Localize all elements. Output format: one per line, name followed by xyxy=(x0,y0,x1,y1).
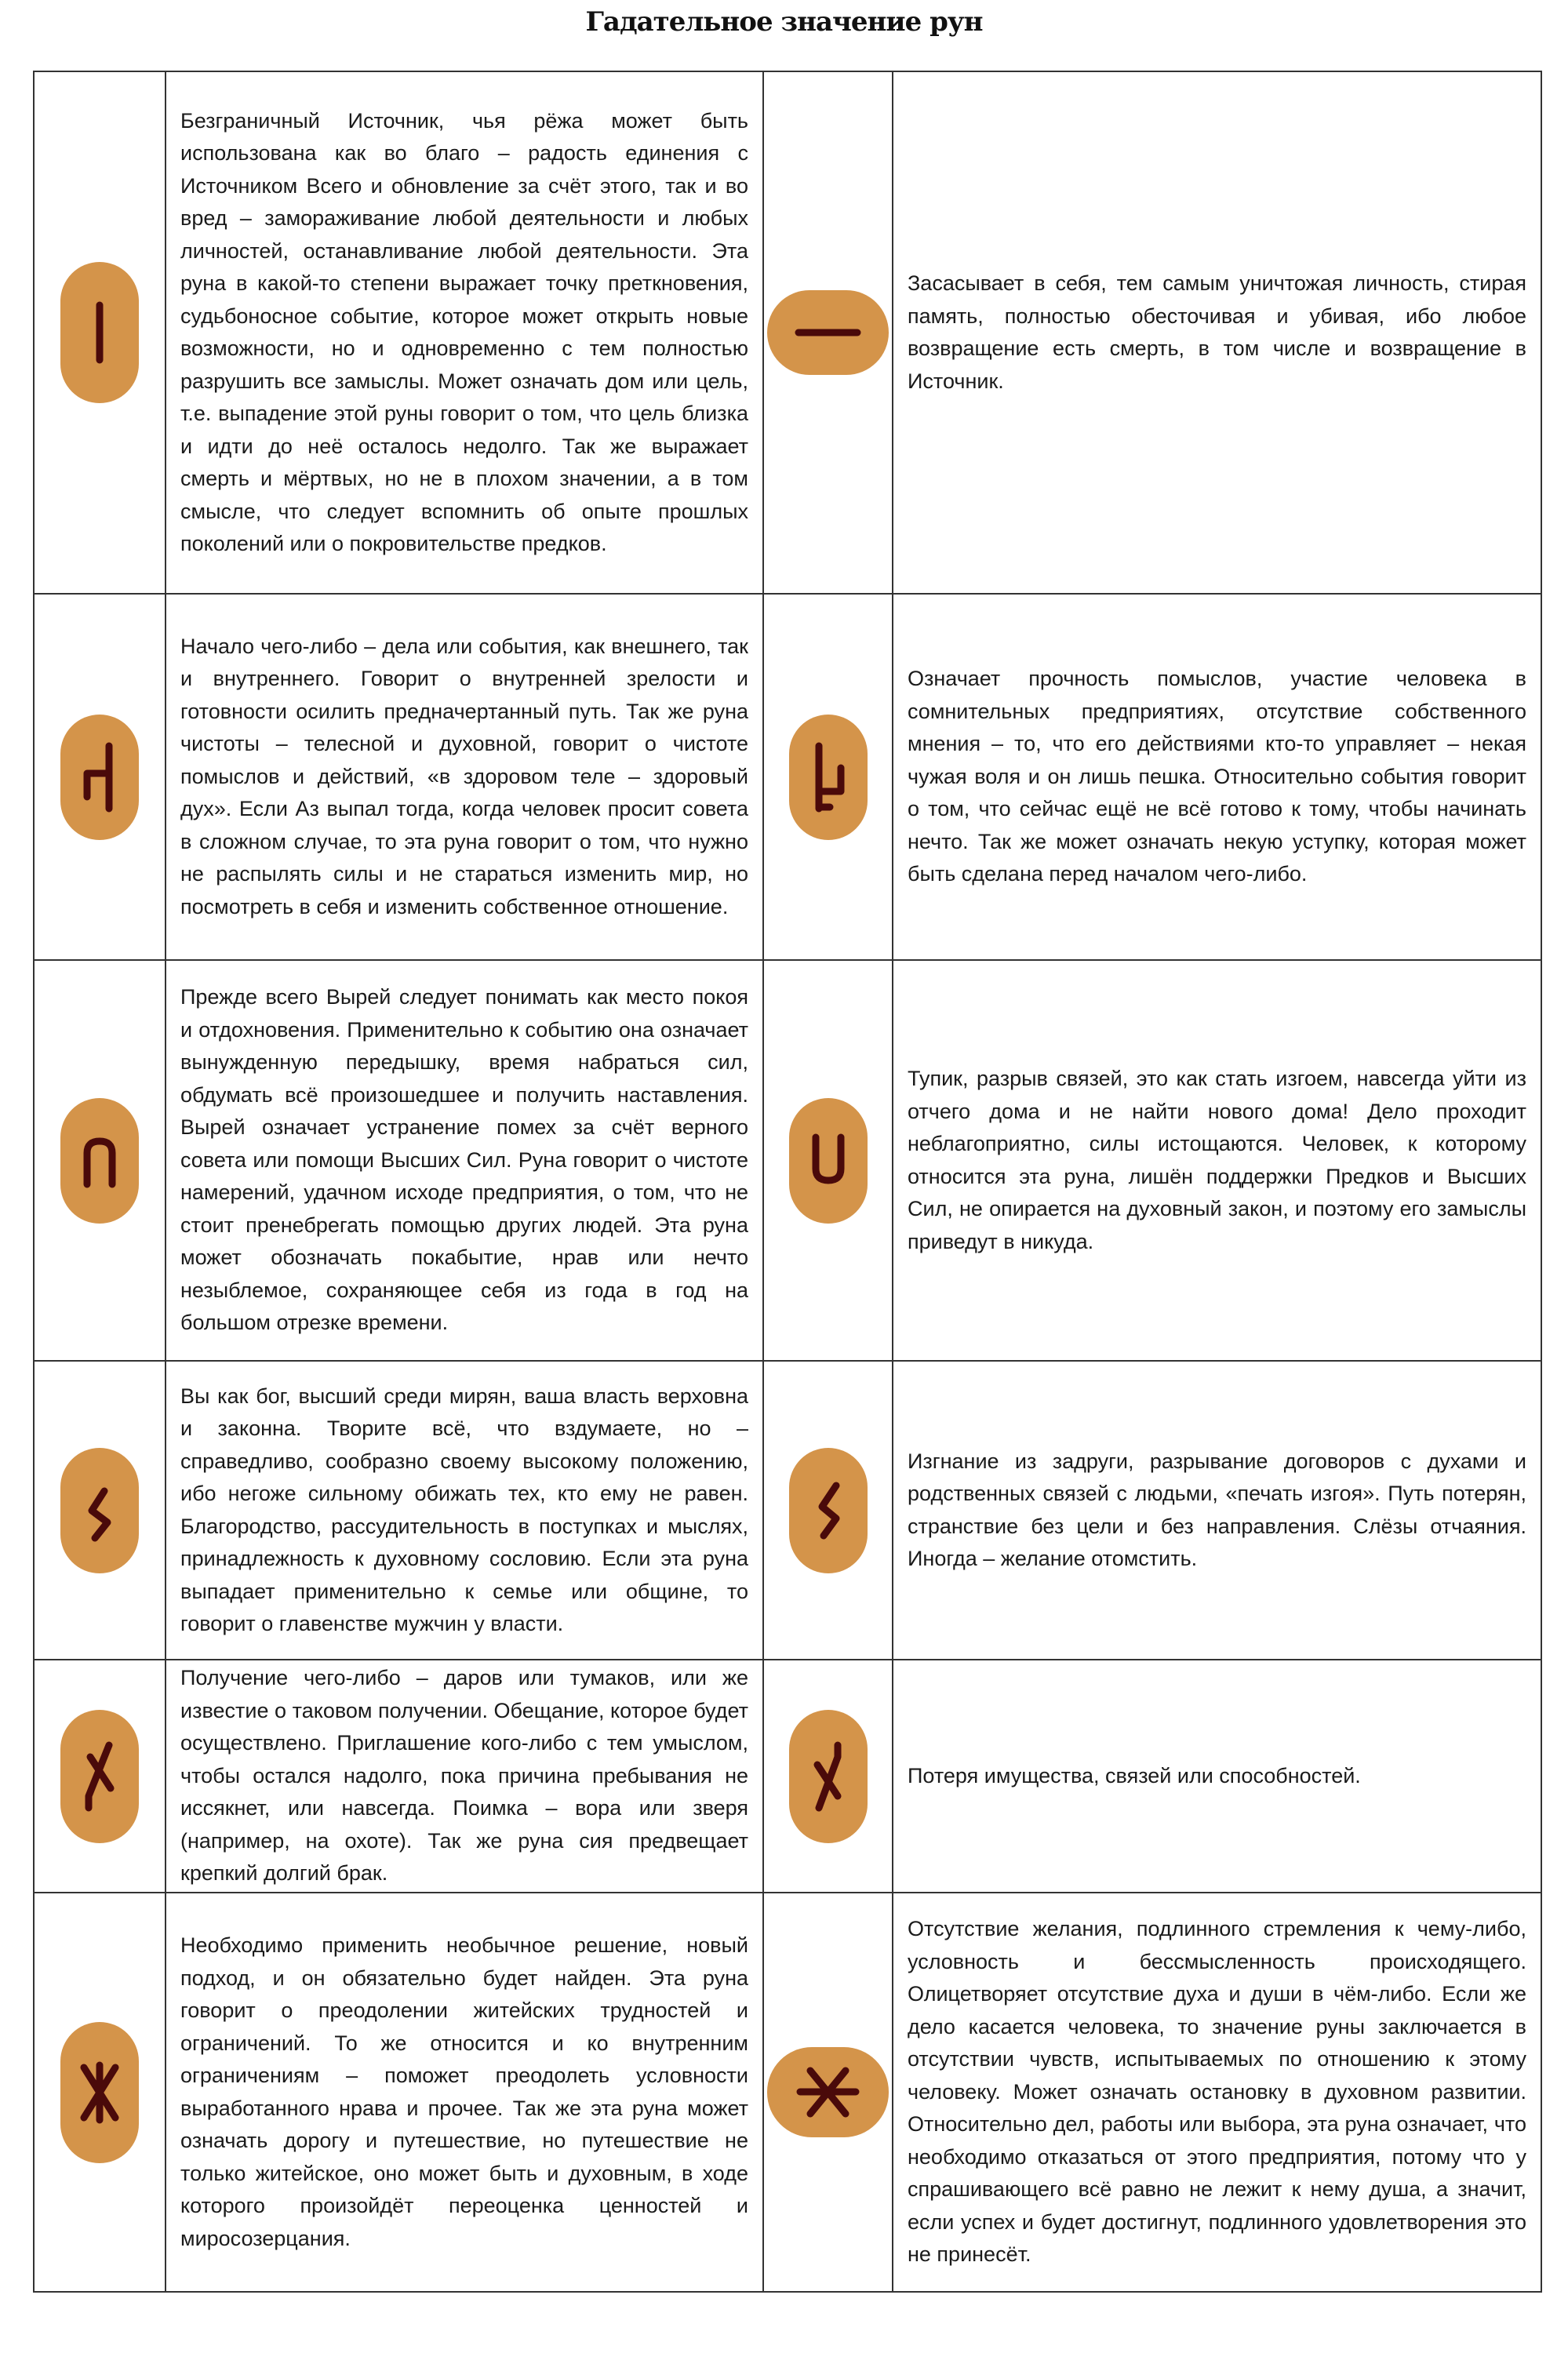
upright-meaning: Прежде всего Вырей следует понимать как место покоя и отдохновения. Применительно к событию она означает вынужденную передышку, время набраться сил, обдумать всё произошедшее и получить наставления. Вырей означает устранение помех за счёт верного совета или помощи Высших Сил. Руна говорит о чистоте намерений, удачном исходе предприятия, о том, что не стоит пренебрегать помощью других людей. Эта руна может обозначать покабытие, нрав или нечто незыблемое, сохраняющее себя из года в год на большом отрезке времени. xyxy=(166,960,763,1361)
rune-horizontal-line-icon xyxy=(767,290,889,375)
rune-zhe-icon xyxy=(60,2022,139,2163)
rune-zigzag-icon xyxy=(60,1448,139,1573)
rune-vertical-line-icon xyxy=(60,262,139,403)
rune-cell-upright xyxy=(34,71,166,594)
rune-cell-reversed xyxy=(763,1893,893,2292)
rune-cell-reversed xyxy=(763,1660,893,1893)
rune-cell-reversed xyxy=(763,960,893,1361)
rune-cell-upright xyxy=(34,594,166,960)
rune-vyrey-reversed-icon xyxy=(789,1098,868,1224)
table-row xyxy=(34,594,1541,960)
rune-cell-upright xyxy=(34,1893,166,2292)
reversed-meaning: Потеря имущества, связей или способностей. xyxy=(893,1660,1541,1893)
rune-meanings-table xyxy=(33,71,1542,2293)
table-row xyxy=(34,1361,1541,1660)
upright-meaning: Вы как бог, высший среди мирян, ваша власть верховна и законна. Творите всё, что вздумаете, но – справедливо, сообразно своему высокому положению, ибо негоже сильному обижать тех, кто ему не равен. Благородство, рассудительность в поступках и мыслях, принадлежность к духовному сословию. Если эта руна выпадает применительно к семье или общине, то говорит о главенстве мужчин у власти. xyxy=(166,1361,763,1660)
rune-az-icon xyxy=(60,715,139,840)
rune-cell-reversed xyxy=(763,594,893,960)
table-row xyxy=(34,71,1541,594)
upright-meaning: Начало чего-либо – дела или события, как внешнего, так и внутреннего. Говорит о внутренней зрелости и готовности осилить предначертанный путь. Так же руна чистоты – телесной и духовной, говорит о чистоте помыслов и действий, «в здоровом теле – здоровый дух». Если Аз выпал тогда, когда человек просит совета в сложном случае, то эта руна говорит о том, что нужно не распылять силы и не стараться изменить мир, но посмотреть в себя и изменить собственное отношение. xyxy=(166,594,763,960)
upright-meaning: Получение чего-либо – даров или тумаков, или же известие о таковом получении. Обещание, которое будет осуществлено. Приглашение кого-либо с тем умыслом, чтобы остался надолго, пока причина пребывания не иссякнет, или навсегда. Поимка – вора или зверя (например, на охоте). Так же руна сия предвещает крепкий долгий брак. xyxy=(166,1660,763,1893)
rune-cell-upright xyxy=(34,960,166,1361)
reversed-meaning: Означает прочность помыслов, участие человека в сомнительных предприятиях, отсутствие собственного мнения – то, что его действиями кто-то управляет – некая чужая воля и он лишь пешка. Относительно события говорит о том, что сейчас ещё не всё готово к тому, чтобы начинать нечто. Так же может означать некую уступку, которая может быть сделана перед началом чего-либо. xyxy=(893,594,1541,960)
upright-meaning: Безграничный Источник, чья рёжа может быть использована как во благо – радость единения с Источником Всего и обновление за счёт этого, так и во вред – замораживание любой деятельности и любых личностей, останавливание любой деятельности. Эта руна в какой-то степени выражает точку преткновения, судьбоносное событие, которое может открыть новые возможности, но и одновременно с тем полностью разрушить все замыслы. Может означать дом или цель, т.е. выпадение этой руны говорит о том, что цель близка и идти до неё осталось недолго. Так же выражает смерть и мёртвых, но не в плохом значении, а в том смысле, что следует вспомнить об опыте прошлых поколений или о покровительстве предков. xyxy=(166,71,763,594)
reversed-meaning: Тупик, разрыв связей, это как стать изгоем, навсегда уйти из отчего дома и не найти нового дома! Дело проходит неблагоприятно, силы истощаются. Человек, к которому относится эта руна, лишён поддержки Предков и Высших Сил, не опирается на духовный закон, и поэтому его замыслы приведут в никуда. xyxy=(893,960,1541,1361)
table-row xyxy=(34,1893,1541,2292)
reversed-meaning: Изгнание из задруги, разрывание договоров с духами и родственных связей с людьми, «печать изгоя». Путь потерян, странствие без цели и без направления. Слёзы отчаяния. Иногда – желание отомстить. xyxy=(893,1361,1541,1660)
rune-zigzag-reversed-icon xyxy=(789,1448,868,1573)
rune-zhe-rotated-icon xyxy=(767,2047,889,2137)
reversed-meaning: Засасывает в себя, тем самым уничтожая личность, стирая память, полностью обесточивая и убивая, ибо любое возвращение есть смерть, в том числе и возвращение в Источник. xyxy=(893,71,1541,594)
rune-cell-reversed xyxy=(763,1361,893,1660)
rune-cell-upright xyxy=(34,1361,166,1660)
reversed-meaning: Отсутствие желания, подлинного стремления к чему-либо, условность и бессмысленность происходящего. Олицетворяет отсутствие духа и души в чём-либо. Если же дело касается человека, то значение руны заключается в отсутствии чувств, испытываемых по отношению к этому человеку. Может означать остановку в духовном развитии. Относительно дел, работы или выбора, эта руна означает, что необходимо отказаться от этого предприятия, потому что у спрашивающего всё равно не лежит к нему душа, а значит, если успех и будет достигнут, подлинного удовлетворения это не принесёт. xyxy=(893,1893,1541,2292)
upright-meaning: Необходимо применить необычное решение, новый подход, и он обязательно будет найден. Эта руна говорит о преодолении житейских трудностей и ограничений. То же относится и ко внутренним ограничениям – поможет преодолеть условности выработанного нрава и прочее. Так же эта руна может означать дорогу и путешествие, но путешествие не только житейское, оно может быть и духовным, в ходе которого произойдёт переоценка ценностей и миросозерцания. xyxy=(166,1893,763,2292)
rune-slanted-cross-icon xyxy=(60,1710,139,1843)
rune-cell-upright xyxy=(34,1660,166,1893)
rune-slanted-cross-reversed-icon xyxy=(789,1710,868,1843)
rune-az-reversed-icon xyxy=(789,715,868,840)
table-row xyxy=(34,1660,1541,1893)
rune-vyrey-icon xyxy=(60,1098,139,1224)
rune-cell-reversed xyxy=(763,71,893,594)
table-row xyxy=(34,960,1541,1361)
page-title: Гадательное значение рун xyxy=(585,6,983,38)
